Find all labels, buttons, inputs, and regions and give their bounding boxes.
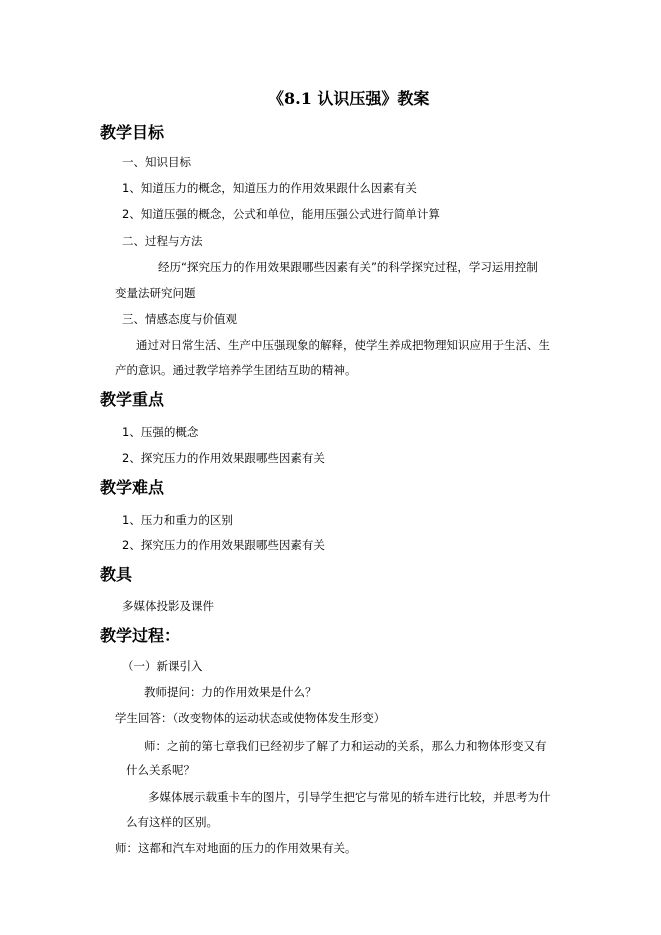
- subheading-knowledge: 一、知识目标: [122, 155, 191, 169]
- paragraph-line: 师：之前的第七章我们已经初步了解了力和运动的关系，那么力和物体形变又有: [144, 739, 547, 753]
- document-title: 《8.1 认识压强》教案: [268, 89, 430, 108]
- section-heading-difficulties: 教学难点: [100, 478, 165, 497]
- paragraph-line: 多媒体展示载重卡车的图片，引导学生把它与常见的轿车进行比较，并思考为什: [148, 790, 551, 804]
- tools-item: 多媒体投影及课件: [122, 599, 214, 613]
- paragraph-line: 通过对日常生活、生产中压强现象的解释，使学生养成把物理知识应用于生活、生: [136, 338, 550, 352]
- paragraph-line: 变量法研究问题: [115, 286, 196, 300]
- key-point-item: 1、压强的概念: [122, 425, 199, 439]
- student-answer: 学生回答：（改变物体的运动状态或使物体发生形变）: [115, 711, 386, 725]
- paragraph-line: 产的意识。通过教学培养学生团结互助的精神。: [115, 363, 357, 377]
- goal-item: 2、知道压强的概念，公式和单位，能用压强公式进行简单计算: [122, 207, 440, 221]
- subheading-process: 二、过程与方法: [122, 234, 203, 248]
- subheading-emotion: 三、情感态度与价值观: [122, 312, 237, 326]
- key-point-item: 2、探究压力的作用效果跟哪些因素有关: [122, 451, 325, 465]
- paragraph-line: 么有这样的区别。: [126, 815, 218, 829]
- difficulty-item: 2、探究压力的作用效果跟哪些因素有关: [122, 538, 325, 552]
- goal-item: 1、知道压力的概念，知道压力的作用效果跟什么因素有关: [122, 181, 417, 195]
- paragraph-line: 经历“探究压力的作用效果跟哪些因素有关”的科学探究过程，学习运用控制: [158, 260, 538, 274]
- paragraph-line: 师：这都和汽车对地面的压力的作用效果有关。: [115, 841, 357, 855]
- section-heading-goals: 教学目标: [100, 123, 165, 142]
- paragraph-line: 什么关系呢？: [126, 763, 195, 777]
- subheading-intro: （一）新课引入: [122, 659, 203, 673]
- teacher-question: 教师提问：力的作用效果是什么？: [144, 685, 317, 699]
- section-heading-key-points: 教学重点: [100, 390, 165, 409]
- section-heading-tools: 教具: [100, 565, 133, 584]
- difficulty-item: 1、压力和重力的区别: [122, 513, 233, 527]
- section-heading-process: 教学过程：: [100, 626, 181, 645]
